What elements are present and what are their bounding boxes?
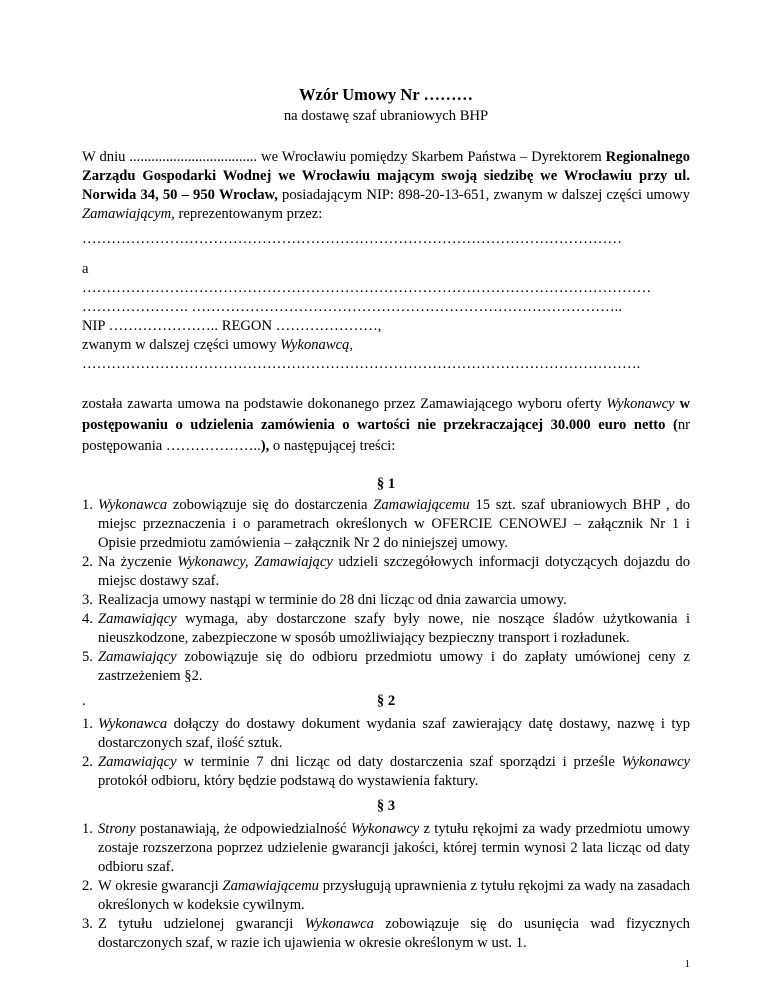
clause-item (82, 553, 690, 591)
contractor-role-line (82, 336, 690, 355)
clause-party: Wykonawcy, Zamawiający (177, 554, 333, 570)
representative-dots: ………………………………………………………………………………………………… (82, 231, 622, 247)
clause-party: Zamawiający (98, 611, 177, 627)
basis-bold-1: w postępowaniu o udzielenia zamówienia o wartości nie przekraczającej 30.000 euro netto ( (82, 396, 690, 433)
clause-text: przysługują uprawnienia z tytułu rękojmi za wady na zasadach określonych w kodeksie cywilnym. (98, 878, 690, 913)
intro-party-name: Regionalnego Zarządu Gospodarki Wodnej we Wrocławiu mającym swoją siedzibę we Wrocławiu przy ul. Norwida 34, 50 – 950 Wrocław, (82, 149, 690, 203)
contractor-dots-2: …………………. …………………………………………………………………………….. (82, 299, 622, 315)
document-title: Wzór Umowy Nr ……… (299, 85, 473, 104)
intro-text-a: W dniu ................................... we Wrocławiu pomiędzy Skarbem Państwa – Dyrektorem (82, 149, 606, 165)
section-heading: § 2 . (82, 693, 396, 709)
clause-number: 2. (82, 754, 93, 770)
basis-paragraph (82, 394, 690, 457)
clause-item (82, 648, 690, 686)
clause-item (82, 610, 690, 648)
clause-text: zobowiązuje się do dostarczenia (167, 497, 374, 513)
clause-number: 5. (82, 649, 93, 665)
clause-item (82, 753, 690, 791)
basis-proc-number: nr postępowania ……………….. (82, 417, 690, 454)
clause-text: W okresie gwarancji (98, 878, 223, 894)
page-number: 1 (684, 959, 690, 970)
sections-container (82, 475, 690, 953)
intro-role: Zamawiającym, (82, 206, 175, 222)
contractor-dots-3: ……………………………………………………………………………………………………. (82, 356, 641, 372)
clause-number: 2. (82, 878, 93, 894)
clause-item (82, 591, 690, 610)
intro-text-c: reprezentowanym przez: (174, 206, 323, 222)
intro-text-b: posiadającym NIP: 898-20-13-651, zwanym w dalszej części umowy (277, 187, 690, 203)
section-heading: § 3 (376, 798, 396, 814)
section-list (82, 496, 690, 686)
nip-regon-line: NIP ………………….. REGON …………………, (82, 318, 382, 334)
document-body (82, 84, 690, 953)
clause-text: 15 szt. szaf ubraniowych BHP , do miejsc przeznaczenia i o parametrach określonych w OFERCIE CENOWEJ – załącznik Nr 1 i Opisie przedmiotu zamówienia – załącznik Nr 2 do niniejszej umowy. (98, 497, 690, 551)
basis-text-c: o następującej treści: (269, 438, 396, 454)
clause-item (82, 877, 690, 915)
clause-party: Strony (98, 821, 136, 837)
contractor-text: zwanym w dalszej części umowy (82, 337, 281, 353)
clause-number: 4. (82, 611, 93, 627)
clause-party: Zamawiający (98, 649, 177, 665)
clause-text: z tytułu rękojmi za wady przedmiotu umowy zostaje rozszerzona poprzez udzielenie gwarancji jakości, której termin wynosi 2 lata licząc od daty odbioru szaf. (98, 821, 690, 875)
clause-item (82, 715, 690, 753)
clause-number: 1. (82, 716, 93, 732)
and-label: a (82, 261, 89, 277)
clause-number: 1. (82, 821, 93, 837)
clause-text: wymaga, aby dostarczone szafy były nowe, nie noszące śladów użytkowania i nieuszkodzone, zabezpieczone w sposób umożliwiający bezpieczny transport i rozładunek. (98, 611, 690, 646)
clause-party: Wykonawca (304, 916, 374, 932)
clause-item (82, 915, 690, 953)
basis-text-a: została zawarta umowa na podstawie dokonanego przez Zamawiającego wyboru oferty (82, 396, 607, 412)
clause-number: 1. (82, 497, 93, 513)
clause-number: 3. (82, 916, 93, 932)
clause-number: 3. (82, 592, 93, 608)
clause-text: protokół odbioru, który będzie podstawą do wystawienia faktury. (98, 773, 479, 789)
clause-text: zobowiązuje się do odbioru przedmiotu umowy i do zapłaty umówionej ceny z zastrzeżeniem §2. (98, 649, 690, 684)
clause-party: Wykonawcy (621, 754, 690, 770)
clause-item (82, 820, 690, 877)
clause-party: Zamawiającemu (373, 497, 470, 513)
contractor-dots-1: ……………………………………………………………………………………………………… (82, 280, 652, 296)
basis-bold-2: ), (260, 438, 270, 454)
document-subtitle: na dostawę szaf ubraniowych BHP (283, 108, 489, 124)
clause-number: 2. (82, 554, 93, 570)
clause-party: Wykonawcy (350, 821, 420, 837)
clause-text: w terminie 7 dni licząc od daty dostarczenia szaf sporządzi i prześle (176, 754, 622, 770)
clause-text: zobowiązuje się do usunięcia wad fizycznych dostarczonych szaf, w razie ich ujawienia w okresie określonym w ust. 1. (98, 916, 690, 951)
clause-text: Z tytułu udzielonej gwarancji (98, 916, 305, 932)
basis-contractor: Wykonawcy (606, 396, 675, 412)
section-list (82, 820, 690, 953)
clause-text: dołączy do dostawy dokument wydania szaf zawierający datę dostawy, nazwę i typ dostarczonych szaf, ilość sztuk. (98, 716, 690, 751)
contractor-role: Wykonawcą, (280, 337, 353, 353)
clause-party: Zamawiający (98, 754, 177, 770)
clause-text: Na życzenie (98, 554, 178, 570)
clause-text: postanawiają, że odpowiedzialność (135, 821, 351, 837)
clause-text: udzieli szczegółowych informacji dotyczących dojazdu do miejsc dostawy szaf. (98, 554, 690, 589)
clause-party: Wykonawca (98, 716, 168, 732)
section-list (82, 715, 690, 791)
section-heading: § 1 (376, 476, 396, 492)
clause-party: Zamawiającemu (222, 878, 319, 894)
section-lead-mark: . (82, 693, 86, 709)
clause-text: Realizacja umowy nastąpi w terminie do 28 dni licząc od dnia zawarcia umowy. (98, 592, 567, 608)
intro-paragraph (82, 148, 690, 224)
clause-party: Wykonawca (98, 497, 168, 513)
clause-item (82, 496, 690, 553)
